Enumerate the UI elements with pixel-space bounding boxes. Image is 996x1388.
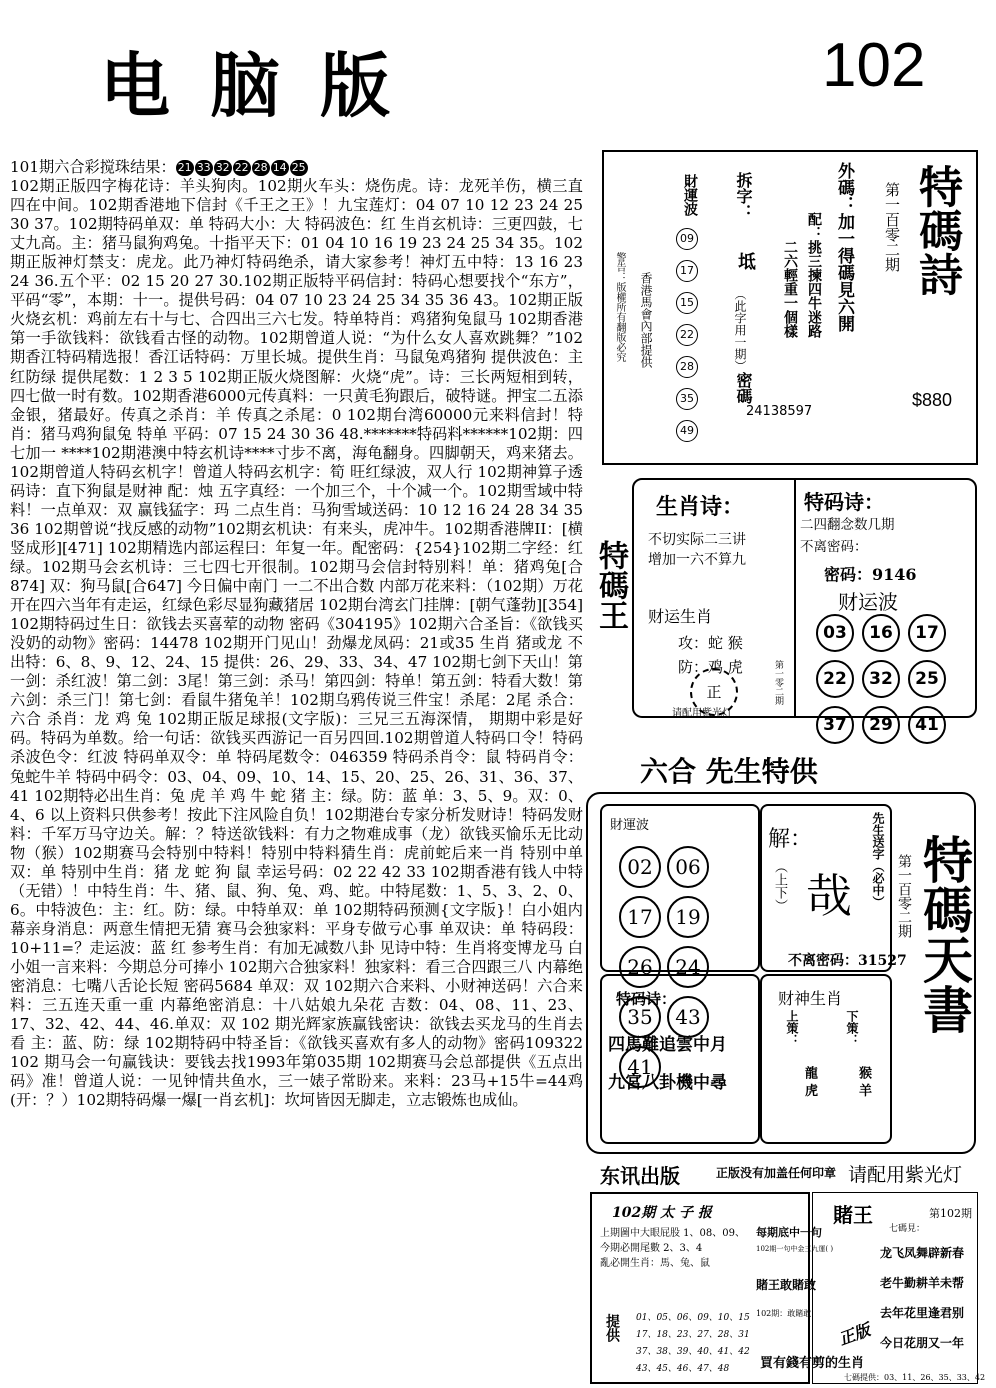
- king_box-wave_nums-4: 32: [862, 660, 900, 698]
- tianshu-heading: 六合 先生特供: [640, 755, 818, 788]
- code-poem-title: 特码诗：: [804, 490, 884, 514]
- king_box-wave_nums-6: 37: [816, 706, 854, 744]
- gamble-bottom: 買有錢有剪的生肖: [760, 1356, 865, 1371]
- tianshu-poem-title: 特码诗：: [616, 990, 677, 1008]
- wealth-wave-label: 財運波: [682, 174, 698, 216]
- split-note: （此字用一期）: [733, 288, 747, 372]
- prince-provide: 提供: [604, 1314, 620, 1342]
- notice: 正版没有加盖任何印章: [716, 1166, 837, 1180]
- tianshu-nums-6: 35: [619, 996, 661, 1038]
- tianshu-nums-2: 17: [619, 896, 661, 938]
- poem-box-match: 配：挑三揀四牛迷路: [806, 212, 822, 338]
- results-balls-5: 14: [272, 161, 287, 174]
- tianshu-password: 不离密码：31527: [788, 953, 907, 969]
- prince-title: 102期 太 子 报: [612, 1205, 712, 1221]
- king_box-wave_nums-7: 29: [862, 706, 900, 744]
- body-paragraph: 102期正版四字梅花诗：羊头狗肉。102期火车头：烧伤虎。诗：龙死羊伤，横三直四在中间。102期香港地下信封《千王之王》！九宝莲灯：04 07 10 12 23 24 25 30 37。102期特码单双：单 特码大小：大 特码波色：红 生肖玄机诗：三更四鼓，七丈九高。主：猪马鼠狗鸡兔。十指平天下：01 04 10 16 19 23 24 25 34 35。102期正版神灯禁支：虎龙。此乃神灯特码绝杀，请大家参考！神灯五中特：13 16 23 24 36.五个平：02 15 20 27 30.102期正版特平码信封：特码心想要找个“东方”，平码“零”，本期：十一。提供号码：04 07 10 23 24 25 34 35 36 43。102期正版火烧玄机：鸡前左右十与七、合四出三六七发。特单特肖：鸡猪狗兔鼠马 102期香港第一手欲钱料：欲钱看古怪的动物。102期曾道人说：“为什么女人喜欢跳舞？”102期香江特码精选报！香江话特码：万里长城。提供生肖：马鼠兔鸡猪狗 提供波色：主红防绿 提供尾数：1 2 3 5 102期正版火烧图解：火烧“虎”。诗：三长两短相到转，四七做一时有数。102期香港6000元传真料：一只黄毛狗跟后，破特谜。押宝二五添金银，猪最好。传真之杀肖：羊 传真之杀尾：0 102期台湾60000元来料信封！特肖：猪马鸡狗鼠兔 特单 平码：07 15 24 30 36 48.*******特码料******102期：四七加一 ****102期港澳中特玄机诗****寸步不离，海龟翻身。四脚朝天，鸡来猪去。102期曾道人特码玄机字！曾道人特码玄机字：筍 旺红绿波，双人行 102期神算子透码诗：直下狗鼠是财神 配：烛 五字真经：一个加三个，十个减一个。102期雪域中特料！一点单双：双 赢钱猛字：玛 二点生肖：马狗雪域送码：10 12 16 24 28 34 35 36 102期曾说“找反感的动物”102期玄机诀：有来头，虎冲牛。102期香港牌II：[横竖成形][471] 102期精选内部运程曰：年复一年。配密码：{254}102期二字经：红绿。102期马会玄机诗：三七四七开很制。102期马会信封特别料！单：猪鸡兔[合874] 双：狗马鼠[合647] 今日偏中南门 一二不出合数 内部万花来料：（102期）万花开在四六当年有走运，红绿色彩尽显狗藏猪居 102期台湾玄门挂牌：[朝气蓬勃][354] 102期特码过生日：欲钱去买喜荤的动物 密码《304195》102期六合圣旨：《欲钱买没奶的动物》密码：14478 102期开门见山！劲爆龙凤码：21或35 生肖 猪或龙 不出特：6、8、9、12、24、15 提供：26、29、33、34、47 102期七剑下天山！第一剑：杀红波！第二剑：3尾！第三剑：杀马！第四剑：特单！第五剑：特看大数！第六剑：杀三门！第七剑：看鼠牛猪兔羊！102期乌鸦传说三件宝！杀尾：2尾 杀合：六合 杀肖：龙 鸡 兔 102期正版足球报(文字版)：三兄三五海深情， 期期中彩是好码。特码为单数。给一句话：欲钱买西游记一百另四回.102期曾道人特码口令！特码杀波色令：红波 特码单双令：单 特码尾数令：046359 特码杀肖令：鼠 特码肖令：兔蛇牛羊 特码中码令：03、04、09、10、14、15、20、25、26、31、36、37、41 102期特必出生肖：兔 虎 羊 鸡 牛 蛇 猪 主：绿。防：蓝 单：3、5、9。双：0、4、6 以上资料只供参考！按此下注风险自负！102期港台专家分析发财诗！特码发财料：千军万马守边关。解：？特送欲钱料：有力之物难成事（龙）欲钱买愉乐无比动物（猴）102期赛马会特别中特料！特别中特料猜生肖：虎前蛇后来一肖 特别中单双：单 特别中生肖：猪 龙 蛇 狗 鼠 幸运号码：02 22 42 33 102期香港有钱人中特（无错）！中特生肖：牛、猪、鼠、狗、兔、鸡、蛇。中特尾数：1、5、3、2、0、6。中特波色：主：红。防：绿。中特单双：单 102期特码预测{文字版}！白小姐内幕亲身消息：两意生情把无猜 赛马会独家料：平身专做亏心事 单双诀：单 特码段：10+11=？走运波：蓝 红 参考生肖：有加无减数八卦 见诗中特：生肖将变博龙马 白小姐一言来料：今期总分可捧小 102期六合独家料！独家料：看三合四跟三八 内幕绝密消息：七嘴八舌论长短 密码5684 单双：双 102期六合来料、小财神送码！六合来料：三五连天重一重 内幕绝密消息：十八姑娘九朵花 吉数：04、08、11、23、17、32、42、44、46.单双：双 102 期光辉家族赢钱密诀：欲钱去买龙马的生肖去看 主：蓝、防：绿 102期特码中特圣旨：《欲钱买喜欢有多人的动物》密码109322 102 期马会一句赢钱诀：要钱去找1993年第035期 102期赛马会总部提供《五点出码》准！曾道人说：一见钟情共鱼水，三一婊子常盼来。来料：23马+15牛=44鸡(开：？）102期特码爆一爆[一肖玄机]：坎坷皆因无脚走，立志锻炼也成仙。: [10, 177, 583, 1110]
- tianshu-nums-3: 19: [667, 896, 709, 938]
- split-char: 坻: [735, 252, 756, 270]
- source-note: 香港馬會內部提供: [639, 272, 653, 368]
- wealth-ball-5: 35: [676, 388, 698, 410]
- gamble-daily: 每期底中一句: [756, 1226, 822, 1239]
- king_box-wave_nums-2: 17: [908, 614, 946, 652]
- tianshu-poem-lines: 四馬難追雲中月 九宮八卦機中尋: [608, 1035, 727, 1093]
- down-values: 猴 羊: [856, 1066, 871, 1097]
- tianshu-nums-7: 43: [667, 996, 709, 1038]
- gamble-issue: 第102期: [929, 1207, 972, 1220]
- tianshu-box: [586, 792, 976, 1154]
- mr-gift-label: 先生送字（必中）: [871, 812, 885, 908]
- king-side-title: 特碼王: [593, 540, 628, 630]
- main-text-column: [10, 158, 583, 1383]
- gamble-seven: 七碼見：: [889, 1224, 926, 1234]
- copyright-warning: 警告：版權所有翻版必究: [614, 252, 625, 362]
- tianshu-nums-0: 02: [619, 846, 661, 888]
- tianshu-side-issue: 第一百零二期: [896, 854, 912, 938]
- issue-number: 102: [822, 31, 926, 100]
- prince-numbers: 01、05、06、09、10、15 17、18、23、27、28、31 37、38、39、40、41、42 43、45、46、47、48: [636, 1313, 750, 1374]
- phone-number: 24138597: [746, 404, 813, 419]
- gamble-bet: 102期：敢賭敢: [756, 1309, 812, 1318]
- jie-label: 解：: [768, 827, 813, 852]
- king_box-wave_nums-5: 25: [908, 660, 946, 698]
- wealth-ball-3: 22: [676, 324, 698, 346]
- king_box-wave_nums-8: 41: [908, 706, 946, 744]
- tianshu-nums-5: 24: [667, 946, 709, 988]
- results-balls-4: 28: [253, 161, 268, 174]
- tianshu-nums-4: 26: [619, 946, 661, 988]
- wealth-god-title: 财神生肖: [778, 989, 843, 1008]
- tianshu-side-title: 特碼天書: [915, 834, 974, 1034]
- gamble-poem: 龙飞凤舞辟新春 老牛勤耕羊未帮 去年花里逢君别 今日花朋又一年: [880, 1246, 965, 1350]
- wealth-zodiac-title: 财运生肖: [648, 607, 713, 626]
- tianshu-poem-panel: [600, 974, 760, 1144]
- wealth-god-panel: [760, 974, 892, 1144]
- wave-numbers: [812, 610, 962, 748]
- main-char: 哉: [806, 869, 852, 923]
- king_box-wave_nums-0: 03: [816, 614, 854, 652]
- wealth-ball-0: 09: [676, 228, 698, 250]
- footer-light-note: 请配用紫光灯: [848, 1164, 963, 1186]
- publisher: 东讯出版: [600, 1164, 680, 1188]
- gamble-seven-numbers: 七碼提供：03、11、26、35、33、42: [844, 1373, 986, 1382]
- poem-box-code: 外碼：加一得碼見六開: [834, 162, 854, 332]
- king-box: [632, 478, 977, 735]
- page-title: 电脑版: [100, 45, 430, 127]
- split-label: 拆字：: [734, 172, 753, 220]
- gamble-dare: 賭王敢賭敢: [756, 1278, 817, 1292]
- stamp: 正: [690, 668, 738, 716]
- wealth-ball-1: 17: [676, 260, 698, 282]
- king_box-wave_nums-3: 22: [816, 660, 854, 698]
- king-password: 密码：9146: [824, 565, 917, 584]
- updown-note: （上下）: [772, 860, 787, 912]
- results-balls-3: 22: [234, 161, 249, 174]
- wealth-ball-6: 49: [676, 420, 698, 442]
- prince-lines: 上期圖中大眼屁股 1、08、09、 今期必開尾數 2、3、4 亂必開生肖：馬、兔、鼠: [600, 1228, 745, 1269]
- code-poem-lines: 二四翻念数几期 不离密码：: [800, 517, 895, 555]
- tianshu-wave-label: 財運波: [610, 818, 650, 833]
- results-balls-2: 32: [215, 161, 230, 174]
- wealth-ball-4: 28: [676, 356, 698, 378]
- gamble-daily-text: 102期一句中金三九運( ): [756, 1245, 834, 1253]
- results-balls-6: 25: [291, 161, 306, 174]
- attack-zodiac: 攻：蛇 猴: [678, 634, 743, 652]
- results-balls-1: 33: [196, 161, 211, 174]
- poem-box-issue: 第一百零二期: [883, 182, 901, 272]
- poem-box-price: $880: [912, 390, 953, 410]
- down-label: 下策：: [845, 1010, 859, 1046]
- gamble-stamp: 正版: [836, 1320, 873, 1349]
- up-label: 上策：: [785, 1010, 799, 1046]
- results-label: 101期六合彩搅珠结果：: [10, 158, 176, 176]
- tianshu-nums-8: 41: [619, 1046, 661, 1088]
- results-balls-0: 21: [177, 161, 192, 174]
- wealth-wave-numbers: [676, 228, 702, 452]
- uv-light-note: 请配用紫光灯: [672, 708, 732, 719]
- result-balls: [176, 158, 309, 176]
- up-values: 龍 虎: [802, 1066, 817, 1097]
- wealth-ball-2: 15: [676, 292, 698, 314]
- king-issue: 第一零二期: [773, 660, 783, 705]
- defend-zodiac: 防：鸡 虎: [678, 658, 743, 676]
- king_box-wave_nums-1: 16: [862, 614, 900, 652]
- split-code: 密碼: [734, 372, 753, 404]
- zodiac-poem-lines: 不切实际二三讲 增加一六不算九: [648, 532, 746, 568]
- gamble-title: 賭王: [833, 1203, 873, 1227]
- wave-title: 财运波: [838, 590, 898, 614]
- poem-box: [602, 150, 978, 465]
- poem-box-title: 特碼詩: [911, 164, 962, 296]
- poem-box-match2: 二六輕重一個樣: [782, 240, 798, 338]
- tianshu-nums-1: 06: [667, 846, 709, 888]
- zodiac-poem-title: 生肖诗：: [656, 494, 745, 520]
